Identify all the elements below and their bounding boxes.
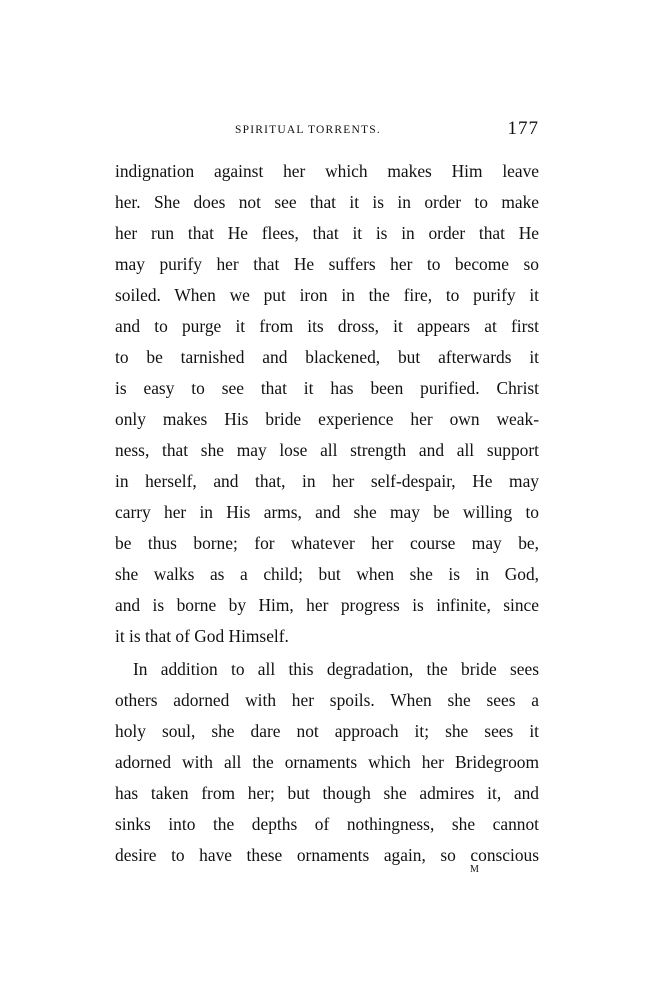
text-line: ness, that she may lose all strength and all support — [115, 440, 539, 460]
text-line: sinks into the depths of nothingness, she cannot — [115, 814, 539, 834]
text-line: soiled. When we put iron in the fire, to purify it — [115, 285, 539, 305]
text-line: only makes His bride experience her own weak- — [115, 409, 539, 429]
text-line: carry her in His arms, and she may be willing to — [115, 502, 539, 522]
text-line: in herself, and that, in her self-despair, He may — [115, 471, 539, 491]
signature-mark: M — [470, 864, 480, 875]
text-line: may purify her that He suffers her to become so — [115, 254, 539, 274]
text-line: her run that He flees, that it is in order that He — [115, 223, 539, 243]
page-number: 177 — [507, 118, 539, 139]
paragraph-2 — [115, 654, 539, 871]
text-line: she walks as a child; but when she is in God, — [115, 564, 539, 584]
text-line: adorned with all the ornaments which her Bridegroom — [115, 752, 539, 772]
text-line: has taken from her; but though she admires it, and — [115, 783, 539, 803]
text-line: her. She does not see that it is in order to make — [115, 192, 539, 212]
running-head-title: SPIRITUAL TORRENTS. — [235, 124, 381, 136]
text-line: to be tarnished and blackened, but afterwards it — [115, 347, 539, 367]
text-line: desire to have these ornaments again, so conscious — [115, 845, 539, 865]
running-head — [115, 118, 539, 142]
text-line: and to purge it from its dross, it appears at first — [115, 316, 539, 336]
text-line: and is borne by Him, her progress is infinite, since — [115, 595, 539, 615]
text-line: indignation against her which makes Him leave — [115, 161, 539, 181]
body-text — [115, 156, 539, 871]
text-line: others adorned with her spoils. When she sees a — [115, 690, 539, 710]
paragraph-1 — [115, 156, 539, 652]
text-line: holy soul, she dare not approach it; she sees it — [115, 721, 539, 741]
text-line: is easy to see that it has been purified. Christ — [115, 378, 539, 398]
text-line: it is that of God Himself. — [115, 626, 289, 646]
text-line: In addition to all this degradation, the bride sees — [133, 659, 539, 679]
text-line: be thus borne; for whatever her course may be, — [115, 533, 539, 553]
